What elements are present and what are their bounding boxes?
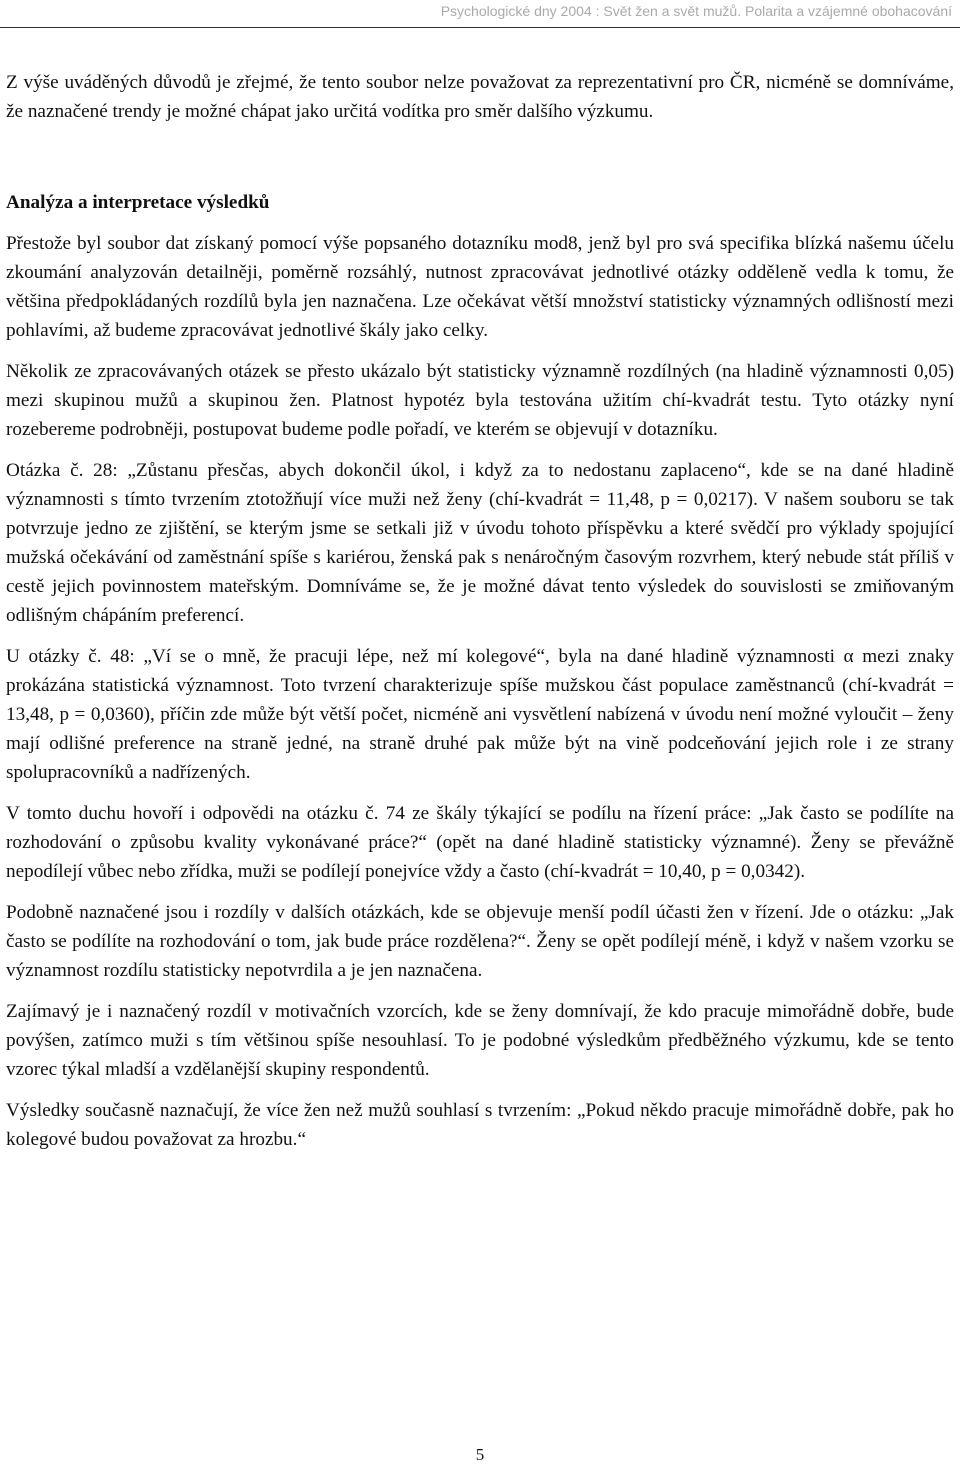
page-number: 5 — [475, 1445, 485, 1464]
intro-paragraph: Z výše uváděných důvodů je zřejmé, že tento soubor nelze považovat za reprezentativní pro ČR, nicméně se domníváme, že naznačené trendy je možné chápat jako určitá vodítka pro směr dalšího výzkumu. — [6, 72, 954, 122]
header-divider — [0, 27, 960, 28]
body-paragraph: Zajímavý je i naznačený rozdíl v motivačních vzorcích, kde se ženy domnívají, že kdo pracuje mimořádně dobře, bude povýšen, zatímco muži s tím většinou spíše nesouhlasí. To je podobné výsledkům předběžného výzkumu, kde se tento vzorec týkal mladší a vzdělanější skupiny respondentů. — [6, 1001, 954, 1080]
section-heading: Analýza a interpretace výsledků — [6, 192, 270, 213]
body-paragraph: Výsledky současně naznačují, že více žen než mužů souhlasí s tvrzením: „Pokud někdo pracuje mimořádně dobře, pak ho kolegové budou považovat za hrozbu.“ — [6, 1100, 954, 1150]
body-paragraph: Otázka č. 28: „Zůstanu přesčas, abych dokončil úkol, i když za to nedostanu zaplaceno“, kde se na dané hladině významnosti s tímto tvrzením ztotožňují více muži než ženy (chí-kvadrát = 11,48, p = 0,0217). V našem souboru se tak potvrzuje jedno ze zjištění, se kterým jsme se setkali již v úvodu tohoto příspěvku a které svědčí pro výklady spojující mužská očekávání od zaměstnání spíše s kariérou, ženská pak s nenáročným časovým rozvrhem, který nebude stát příliš v cestě jejich povinnostem mateřským. Domníváme se, že je možné dávat tento výsledek do souvislosti se zmiňovaným odlišným chápáním preferencí. — [6, 460, 954, 626]
body-paragraph: V tomto duchu hovoří i odpovědi na otázku č. 74 ze škály týkající se podílu na řízení práce: „Jak často se podílíte na rozhodování o způsobu kvality vykonávané práce?“ (opět na dané hladině statisticky významné). Ženy se převážně nepodílejí vůbec nebo zřídka, muži se podílejí ponejvíce vždy a často (chí-kvadrát = 10,40, p = 0,0342). — [6, 803, 954, 882]
body-paragraph: U otázky č. 48: „Ví se o mně, že pracuji lépe, než mí kolegové“, byla na dané hladině významnosti α mezi znaky prokázána statistická významnost. Toto tvrzení charakterizuje spíše mužskou část populace zaměstnanců (chí-kvadrát = 13,48, p = 0,0360), příčin zde může být větší počet, nicméně ani vysvětlení nabízená v úvodu není možné vyloučit – ženy mají odlišné preference na straně jedné, na straně druhé pak může být na vině podceňování jejich role i ze strany spolupracovníků a nadřízených. — [6, 646, 954, 783]
body-paragraph: Přestože byl soubor dat získaný pomocí výše popsaného dotazníku mod8, jenž byl pro svá specifika blízká našemu účelu zkoumání analyzován detailněji, poměrně rozsáhlý, nutnost zpracovávat jednotlivé otázky odděleně vedla k tomu, že většina předpokládaných rozdílů byla jen naznačena. Lze očekávat větší množství statisticky významných odlišností mezi pohlavími, až budeme zpracovávat jednotlivé škály jako celky. — [6, 233, 954, 341]
running-header: Psychologické dny 2004 : Svět žen a svět mužů. Polarita a vzájemné obohacování — [440, 3, 952, 19]
body-paragraph: Několik ze zpracovávaných otázek se přesto ukázalo být statisticky významně rozdílných (na hladině významnosti 0,05) mezi skupinou mužů a skupinou žen. Platnost hypotéz byla testována užitím chí-kvadrát testu. Tyto otázky nyní rozebereme podrobněji, postupovat budeme podle pořadí, ve kterém se objevují v dotazníku. — [6, 361, 954, 440]
page-content — [6, 68, 954, 1166]
body-paragraph: Podobně naznačené jsou i rozdíly v dalších otázkách, kde se objevuje menší podíl účasti žen v řízení. Jde o otázku: „Jak často se podílíte na rozhodování o tom, jak bude práce rozdělena?“. Ženy se opět podílejí méně, i když v našem vzorku se významnost rozdílu statisticky nepotvrdila a je jen naznačena. — [6, 902, 954, 981]
